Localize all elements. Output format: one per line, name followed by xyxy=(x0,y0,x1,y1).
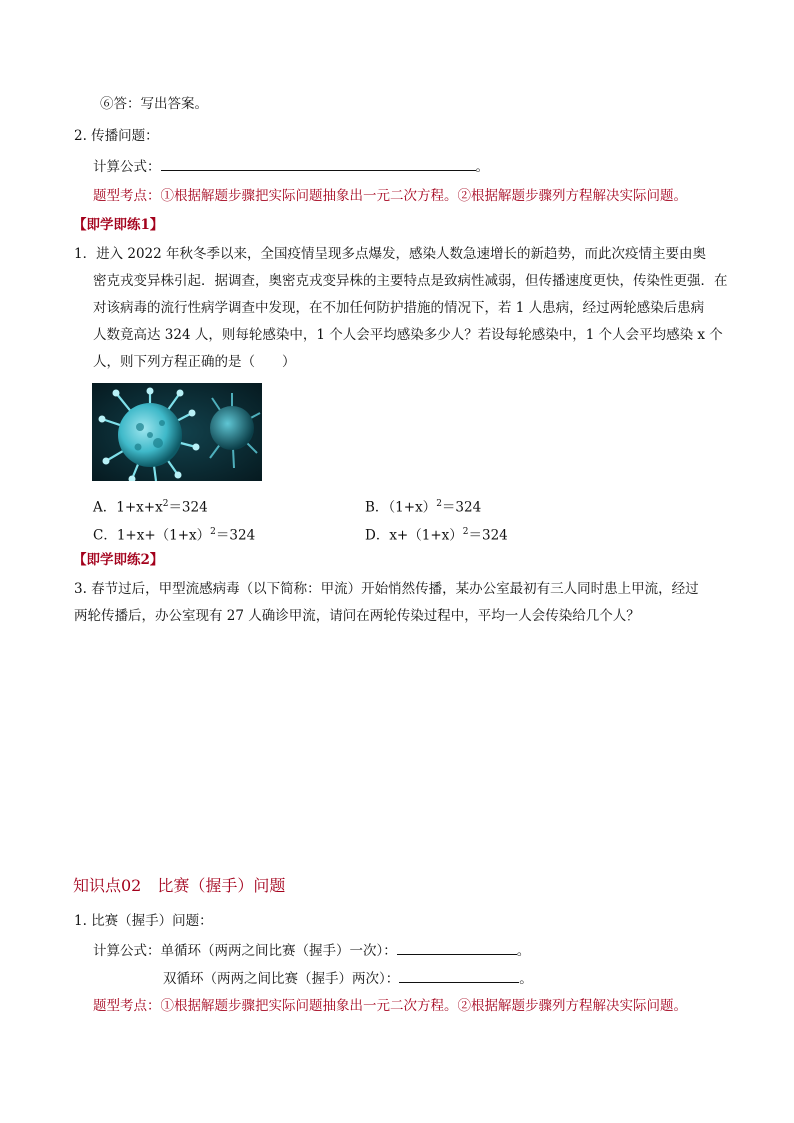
virus-illustration xyxy=(92,383,262,481)
formula-end: 。 xyxy=(475,159,489,175)
question1-line-4: 人数竟高达 324 人，则每轮感染中，1 个人会平均感染多少人？若设每轮感染中，1 个人会平均感染 x 个 xyxy=(93,327,723,343)
double-round-label: 双循环（两两之间比赛（握手）两次）： xyxy=(163,971,400,987)
option-d: D．$x+(1+x)^2=324$ xyxy=(365,527,508,544)
option-b: B．$(1+x)^2=324$ xyxy=(365,499,482,516)
question1-line-5: 人，则下列方程正确的是（ ） xyxy=(93,354,296,370)
question1-line-3: 对该病毒的流行性病学调查中发现，在不加任何防护措施的情况下，若 1 人患病，经过两轮感染后患病 xyxy=(93,300,705,316)
option-a: A．$1+x+x^2=324$ xyxy=(93,499,208,516)
practice2-label: 【即学即练2】 xyxy=(73,552,164,568)
key-points-1: 题型考点：①根据解题步骤把实际问题抽象出一元二次方程。②根据解题步骤列方程解决实际问题。 xyxy=(93,188,687,204)
question3-line-1: 3. 春节过后，甲型流感病毒（以下简称：甲流）开始悄然传播，某办公室最初有三人同时患上甲流，经过 xyxy=(74,581,699,597)
virus-image xyxy=(92,383,262,481)
knowledge-point-02-title: 知识点02 比赛（握手）问题 xyxy=(73,876,286,895)
question3-line-2: 两轮传播后，办公室现有 27 人确诊甲流，请问在两轮传染过程中，平均一人会传染给几个人？ xyxy=(74,608,640,624)
kp02-formula-label: 计算公式： xyxy=(93,943,161,959)
single-round-label: 单循环（两两之间比赛（握手）一次）： xyxy=(160,943,397,959)
practice1-label: 【即学即练1】 xyxy=(73,217,164,233)
single-round-blank xyxy=(397,940,517,955)
double-round-formula-line: 双循环（两两之间比赛（握手）两次）： 。 xyxy=(163,968,533,989)
option-c: C．$1+x+(1+x)^2=324$ xyxy=(93,527,256,544)
single-round-formula-line: 计算公式：单循环（两两之间比赛（握手）一次）： 。 xyxy=(93,940,530,961)
section2-heading: 2. 传播问题： xyxy=(74,128,159,144)
formula-blank xyxy=(161,156,476,171)
spread-formula-line xyxy=(93,156,489,177)
question1-line-2: 密克戎变异株引起．据调查，奥密克戎变异株的主要特点是致病性减弱，但传播速度更快，传染性更强．在 xyxy=(93,273,728,289)
step6-text: ⑥答：写出答案。 xyxy=(100,96,208,112)
question1-line-1: 1．进入 2022 年秋冬季以来，全国疫情呈现多点爆发，感染人数急速增长的新趋势，而此次疫情主要由奥 xyxy=(74,246,707,262)
double-round-blank xyxy=(399,968,519,983)
key-points-2: 题型考点：①根据解题步骤把实际问题抽象出一元二次方程。②根据解题步骤列方程解决实际问题。 xyxy=(93,998,687,1014)
formula-label: 计算公式： xyxy=(93,159,161,175)
kp02-heading: 1. 比赛（握手）问题： xyxy=(74,913,213,929)
